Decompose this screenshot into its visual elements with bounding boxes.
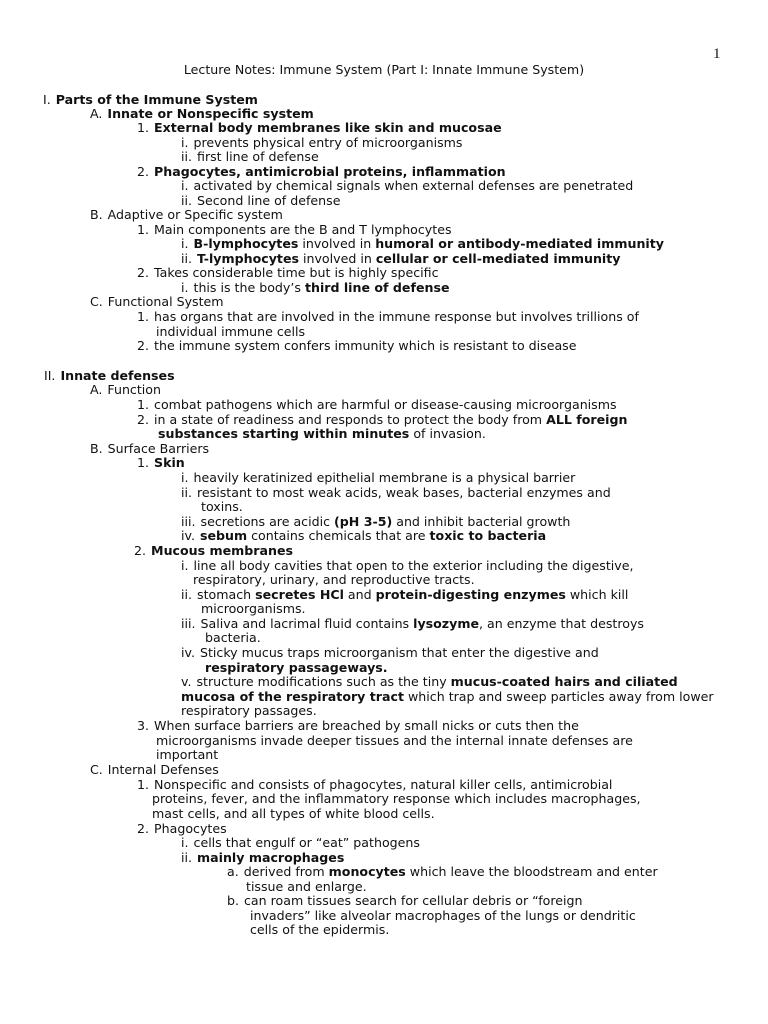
text-segment: involved in [299,251,376,266]
text-segment: Second line of defense [197,193,341,208]
outline-line [134,544,293,559]
bold-text: lysozyme [413,616,480,631]
text-segment: line all body cavities that open to the exterior including the digestive, [193,558,634,573]
outline-number: I. [43,92,51,107]
outline-number: 1. [137,397,150,412]
outline-line [181,646,599,661]
outline-number: i. [181,135,189,150]
text-segment: contains chemicals that are [247,528,430,543]
outline-line [137,398,617,413]
bold-text: respiratory passageways. [205,660,388,675]
text-segment: Internal Defenses [107,762,219,777]
text-segment: Saliva and lacrimal fluid contains [200,616,414,631]
text-segment: respiratory, urinary, and reproductive tracts. [193,572,475,587]
outline-number: 1. [137,777,150,792]
outline-line [205,631,261,646]
bold-text: Skin [154,455,185,470]
outline-line [137,266,439,281]
text-segment: combat pathogens which are harmful or disease-causing microorganisms [154,397,617,412]
text-segment: mast cells, and all types of white blood cells. [152,806,435,821]
text-segment: Takes considerable time but is highly specific [154,265,439,280]
outline-number: 1. [137,309,150,324]
text-segment: of invasion. [409,426,486,441]
bold-text: cellular or cell-mediated immunity [375,251,621,266]
text-segment: secretions are acidic [200,514,335,529]
text-segment: toxins. [201,499,243,514]
text-segment: structure modifications such as the tiny [196,674,451,689]
text-segment: Sticky mucus traps microorganism that enter the digestive and [199,645,599,660]
text-segment: microorganisms invade deeper tissues and the internal innate defenses are [156,733,633,748]
text-segment: important [156,747,219,762]
outline-number: C. [90,762,103,777]
outline-line [181,486,611,501]
outline-number: B. [90,441,103,456]
text-segment: and inhibit bacterial growth [392,514,571,529]
outline-number: ii. [181,587,193,602]
text-segment: in a state of readiness and responds to protect the body from [154,412,547,427]
outline-number: iv. [181,645,195,660]
outline-number: 2. [137,265,150,280]
outline-number: II. [44,368,56,383]
text-segment: When surface barriers are breached by small nicks or cuts then the [154,718,579,733]
outline-number: ii. [181,850,193,865]
text-segment: tissue and enlarge. [246,879,367,894]
text-segment: Functional System [107,294,224,309]
bold-text: External body membranes like skin and mucosae [154,120,502,135]
outline-number: ii. [181,149,193,164]
outline-line [90,208,283,223]
outline-number: v. [181,674,192,689]
bold-text: ALL foreign [546,412,628,427]
outline-line [137,456,185,471]
bold-text: sebum [199,528,248,543]
text-segment: this is the body’s [193,280,305,295]
outline-line [181,179,633,194]
text-segment: heavily keratinized epithelial membrane is a physical barrier [193,470,576,485]
bold-text: (pH 3-5) [334,514,393,529]
outline-number: ii. [181,251,193,266]
outline-number: B. [90,207,103,222]
bold-text: Mucous membranes [151,543,294,558]
outline-number: 2. [134,543,147,558]
text-segment: stomach [197,587,256,602]
outline-number: iii. [181,616,196,631]
outline-number: 1. [137,120,150,135]
text-segment: proteins, fever, and the inflammatory response which includes macrophages, [152,791,641,806]
text-segment: derived from [243,864,329,879]
outline-number: i. [181,558,189,573]
text-segment: cells of the epidermis. [250,922,390,937]
outline-line [90,383,161,398]
bold-text: mucus-coated hairs and ciliated [450,674,678,689]
text-segment: Surface Barriers [107,441,210,456]
outline-line [201,602,306,617]
text-segment: Nonspecific and consists of phagocytes, natural killer cells, antimicrobial [154,777,613,792]
bold-text: Innate defenses [60,368,175,383]
outline-line [181,529,546,544]
outline-number: iv. [181,528,195,543]
text-segment: which leave the bloodstream and enter [405,864,658,879]
bold-text: T-lymphocytes [197,251,299,266]
text-segment: which kill [565,587,629,602]
text-segment: activated by chemical signals when external defenses are penetrated [193,178,634,193]
text-segment: Phagocytes [154,821,227,836]
outline-number: 1. [137,455,150,470]
text-segment: prevents physical entry of microorganisms [193,135,463,150]
text-segment: respiratory passages. [181,703,317,718]
outline-number: 2. [137,164,150,179]
outline-line [90,295,224,310]
outline-line [152,792,641,807]
bold-text: third line of defense [304,280,450,295]
bold-text: substances starting within minutes [158,426,410,441]
outline-line [181,675,678,690]
outline-number: 2. [137,412,150,427]
outline-line [193,573,475,588]
outline-line [137,719,579,734]
page-title: Lecture Notes: Immune System (Part I: Innate Immune System) [183,62,585,77]
bold-text: Parts of the Immune System [55,92,258,107]
outline-number: i. [181,236,189,251]
text-segment: the immune system confers immunity which is resistant to disease [154,338,577,353]
page-number: 1 [713,46,721,62]
bold-text: humoral or antibody-mediated immunity [375,236,664,251]
outline-number: ii. [181,193,193,208]
outline-line [181,237,664,252]
outline-line [181,836,420,851]
outline-line [181,471,575,486]
outline-line [156,748,218,763]
outline-line [158,427,486,442]
outline-line [90,763,219,778]
bold-text: B-lymphocytes [193,236,299,251]
outline-line [137,339,577,354]
outline-number: iii. [181,514,196,529]
outline-line [227,894,582,909]
outline-line [90,442,209,457]
outline-number: 3. [137,718,150,733]
outline-line [152,807,435,822]
outline-number: i. [181,178,189,193]
outline-number: b. [227,893,239,908]
text-segment: resistant to most weak acids, weak bases, bacterial enzymes and [197,485,611,500]
bold-text: mucosa of the respiratory tract [181,689,404,704]
text-segment: cells that engulf or “eat” pathogens [193,835,420,850]
bold-text: toxic to bacteria [429,528,547,543]
text-segment: invaders” like alveolar macrophages of the lungs or dendritic [250,908,636,923]
bold-text: Phagocytes, antimicrobial proteins, inflammation [154,164,506,179]
outline-number: i. [181,470,189,485]
text-segment: Main components are the B and T lymphocytes [154,222,452,237]
outline-line [227,865,658,880]
bold-text: secretes HCl [255,587,344,602]
text-segment: individual immune cells [156,324,306,339]
outline-number: i. [181,835,189,850]
text-segment: has organs that are involved in the immune response but involves trillions of [154,309,639,324]
outline-line [137,121,502,136]
outline-number: i. [181,280,189,295]
text-segment: , an enzyme that destroys [479,616,644,631]
text-segment: bacteria. [205,630,261,645]
outline-line [250,923,389,938]
outline-line [181,704,317,719]
outline-number: ii. [181,485,193,500]
text-segment: Adaptive or Specific system [107,207,283,222]
bold-text: Innate or Nonspecific system [107,106,314,121]
outline-line [156,734,633,749]
outline-number: 1. [137,222,150,237]
outline-line [201,500,243,515]
outline-line [137,310,639,325]
outline-number: 2. [137,338,150,353]
text-segment: can roam tissues search for cellular debris or “foreign [244,893,583,908]
bold-text: protein-digesting enzymes [375,587,566,602]
outline-number: a. [227,864,239,879]
bold-text: monocytes [328,864,406,879]
text-segment: first line of defense [197,149,319,164]
text-segment: which trap and sweep particles away from lower [404,689,714,704]
text-segment: involved in [298,236,376,251]
text-segment: Function [107,382,161,397]
bold-text: mainly macrophages [197,850,345,865]
outline-line [181,150,319,165]
outline-number: A. [90,106,103,121]
outline-number: 2. [137,821,150,836]
text-segment: and [343,587,376,602]
outline-number: C. [90,294,103,309]
text-segment: microorganisms. [201,601,306,616]
outline-number: A. [90,382,103,397]
